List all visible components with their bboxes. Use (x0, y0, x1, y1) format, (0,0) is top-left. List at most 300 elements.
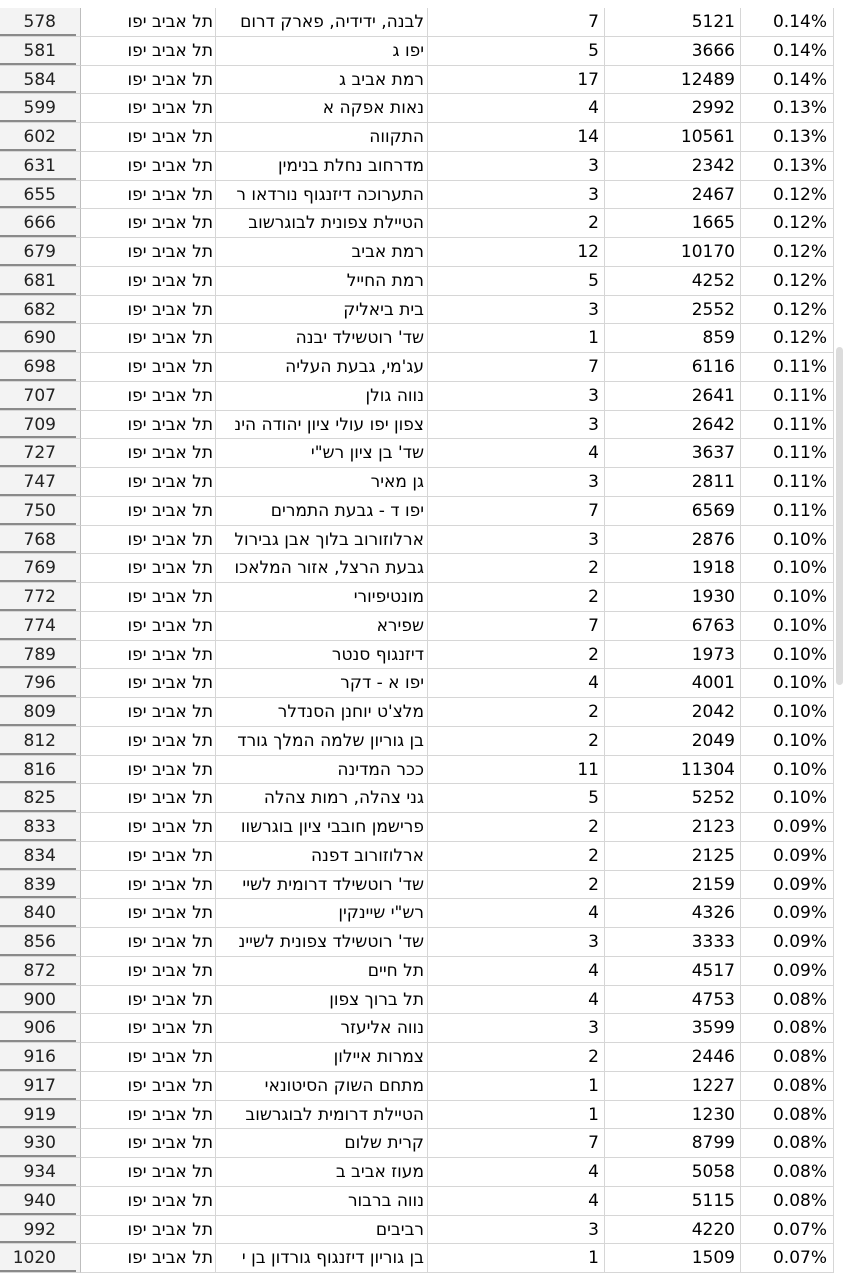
count-cell[interactable]: 17 (428, 66, 605, 95)
total-cell[interactable]: 10170 (605, 238, 741, 267)
percent-cell[interactable]: 0.11% (741, 439, 834, 468)
table-row[interactable] (0, 94, 843, 123)
table-row[interactable] (0, 1072, 843, 1101)
total-cell[interactable]: 4326 (605, 899, 741, 928)
count-cell[interactable]: 2 (428, 1043, 605, 1072)
percent-cell[interactable]: 0.09% (741, 928, 834, 957)
city-cell[interactable]: תל אביב יפו (81, 8, 216, 37)
percent-cell[interactable]: 0.08% (741, 1072, 834, 1101)
count-cell[interactable]: 7 (428, 8, 605, 37)
total-cell[interactable]: 2641 (605, 382, 741, 411)
table-row[interactable] (0, 1244, 843, 1273)
percent-cell[interactable]: 0.14% (741, 8, 834, 37)
percent-cell[interactable]: 0.09% (741, 899, 834, 928)
count-cell[interactable]: 2 (428, 583, 605, 612)
percent-cell[interactable]: 0.10% (741, 583, 834, 612)
neighborhood-cell[interactable]: שד' בן ציון רש"י (216, 439, 428, 468)
percent-cell[interactable]: 0.10% (741, 526, 834, 555)
table-row[interactable] (0, 899, 843, 928)
neighborhood-cell[interactable]: רש"י שיינקין (216, 899, 428, 928)
neighborhood-cell[interactable]: מלצ'ט יוחנן הסנדלר (216, 698, 428, 727)
count-cell[interactable]: 2 (428, 554, 605, 583)
total-cell[interactable]: 2159 (605, 871, 741, 900)
table-row[interactable] (0, 1158, 843, 1187)
total-cell[interactable]: 6569 (605, 497, 741, 526)
neighborhood-cell[interactable]: שפירא (216, 612, 428, 641)
city-cell[interactable]: תל אביב יפו (81, 411, 216, 440)
total-cell[interactable]: 5252 (605, 784, 741, 813)
city-cell[interactable]: תל אביב יפו (81, 928, 216, 957)
percent-cell[interactable]: 0.11% (741, 382, 834, 411)
table-row[interactable] (0, 382, 843, 411)
neighborhood-cell[interactable]: רביבים (216, 1216, 428, 1245)
count-cell[interactable]: 2 (428, 641, 605, 670)
total-cell[interactable]: 2642 (605, 411, 741, 440)
table-row[interactable] (0, 612, 843, 641)
total-cell[interactable]: 3637 (605, 439, 741, 468)
vertical-scrollbar[interactable] (836, 347, 843, 685)
city-cell[interactable]: תל אביב יפו (81, 267, 216, 296)
table-row[interactable] (0, 526, 843, 555)
count-cell[interactable]: 2 (428, 871, 605, 900)
table-row[interactable] (0, 871, 843, 900)
neighborhood-cell[interactable]: ארלוזורוב דפנה (216, 842, 428, 871)
row-number-cell[interactable]: 750 (0, 497, 81, 526)
count-cell[interactable]: 3 (428, 1216, 605, 1245)
city-cell[interactable]: תל אביב יפו (81, 497, 216, 526)
city-cell[interactable]: תל אביב יפו (81, 66, 216, 95)
total-cell[interactable]: 1973 (605, 641, 741, 670)
percent-cell[interactable]: 0.14% (741, 37, 834, 66)
row-number-cell[interactable]: 789 (0, 641, 81, 670)
count-cell[interactable]: 12 (428, 238, 605, 267)
percent-cell[interactable]: 0.10% (741, 756, 834, 785)
neighborhood-cell[interactable]: התקווה (216, 123, 428, 152)
row-number-cell[interactable]: 930 (0, 1129, 81, 1158)
row-number-cell[interactable]: 796 (0, 669, 81, 698)
percent-cell[interactable]: 0.10% (741, 727, 834, 756)
percent-cell[interactable]: 0.12% (741, 181, 834, 210)
table-row[interactable] (0, 727, 843, 756)
table-row[interactable] (0, 296, 843, 325)
count-cell[interactable]: 4 (428, 94, 605, 123)
row-number-cell[interactable]: 690 (0, 324, 81, 353)
table-row[interactable] (0, 813, 843, 842)
city-cell[interactable]: תל אביב יפו (81, 583, 216, 612)
row-number-cell[interactable]: 681 (0, 267, 81, 296)
row-number-cell[interactable]: 707 (0, 382, 81, 411)
count-cell[interactable]: 4 (428, 1158, 605, 1187)
neighborhood-cell[interactable]: ככר המדינה (216, 756, 428, 785)
count-cell[interactable]: 5 (428, 784, 605, 813)
city-cell[interactable]: תל אביב יפו (81, 669, 216, 698)
neighborhood-cell[interactable]: רמת החייל (216, 267, 428, 296)
city-cell[interactable]: תל אביב יפו (81, 181, 216, 210)
row-number-cell[interactable]: 834 (0, 842, 81, 871)
neighborhood-cell[interactable]: גן מאיר (216, 468, 428, 497)
total-cell[interactable]: 4753 (605, 986, 741, 1015)
table-row[interactable] (0, 152, 843, 181)
count-cell[interactable]: 5 (428, 37, 605, 66)
percent-cell[interactable]: 0.10% (741, 784, 834, 813)
count-cell[interactable]: 2 (428, 727, 605, 756)
row-number-cell[interactable]: 917 (0, 1072, 81, 1101)
city-cell[interactable]: תל אביב יפו (81, 899, 216, 928)
table-row[interactable] (0, 411, 843, 440)
city-cell[interactable]: תל אביב יפו (81, 1043, 216, 1072)
total-cell[interactable]: 859 (605, 324, 741, 353)
percent-cell[interactable]: 0.11% (741, 353, 834, 382)
count-cell[interactable]: 4 (428, 899, 605, 928)
row-number-cell[interactable]: 655 (0, 181, 81, 210)
count-cell[interactable]: 4 (428, 986, 605, 1015)
city-cell[interactable]: תל אביב יפו (81, 986, 216, 1015)
city-cell[interactable]: תל אביב יפו (81, 1072, 216, 1101)
city-cell[interactable]: תל אביב יפו (81, 957, 216, 986)
row-number-cell[interactable]: 581 (0, 37, 81, 66)
count-cell[interactable]: 11 (428, 756, 605, 785)
percent-cell[interactable]: 0.12% (741, 267, 834, 296)
percent-cell[interactable]: 0.09% (741, 842, 834, 871)
percent-cell[interactable]: 0.08% (741, 1014, 834, 1043)
row-number-cell[interactable]: 578 (0, 8, 81, 37)
percent-cell[interactable]: 0.10% (741, 612, 834, 641)
percent-cell[interactable]: 0.11% (741, 411, 834, 440)
table-row[interactable] (0, 1216, 843, 1245)
city-cell[interactable]: תל אביב יפו (81, 152, 216, 181)
total-cell[interactable]: 2123 (605, 813, 741, 842)
neighborhood-cell[interactable]: גני צהלה, רמות צהלה (216, 784, 428, 813)
neighborhood-cell[interactable]: הטיילת דרומית לבוגרשוב (216, 1101, 428, 1130)
total-cell[interactable]: 4252 (605, 267, 741, 296)
percent-cell[interactable]: 0.08% (741, 1043, 834, 1072)
row-number-cell[interactable]: 679 (0, 238, 81, 267)
percent-cell[interactable]: 0.12% (741, 296, 834, 325)
count-cell[interactable]: 4 (428, 669, 605, 698)
count-cell[interactable]: 3 (428, 296, 605, 325)
count-cell[interactable]: 3 (428, 1014, 605, 1043)
total-cell[interactable]: 2446 (605, 1043, 741, 1072)
total-cell[interactable]: 2125 (605, 842, 741, 871)
row-number-cell[interactable]: 599 (0, 94, 81, 123)
total-cell[interactable]: 2992 (605, 94, 741, 123)
neighborhood-cell[interactable]: עג'מי, גבעת העליה (216, 353, 428, 382)
table-row[interactable] (0, 267, 843, 296)
total-cell[interactable]: 6763 (605, 612, 741, 641)
row-number-cell[interactable]: 825 (0, 784, 81, 813)
city-cell[interactable]: תל אביב יפו (81, 439, 216, 468)
city-cell[interactable]: תל אביב יפו (81, 123, 216, 152)
count-cell[interactable]: 7 (428, 497, 605, 526)
table-row[interactable] (0, 641, 843, 670)
table-row[interactable] (0, 957, 843, 986)
neighborhood-cell[interactable]: תל חיים (216, 957, 428, 986)
row-number-cell[interactable]: 940 (0, 1187, 81, 1216)
table-row[interactable] (0, 554, 843, 583)
neighborhood-cell[interactable]: מונטיפיורי (216, 583, 428, 612)
count-cell[interactable]: 2 (428, 698, 605, 727)
table-row[interactable] (0, 1043, 843, 1072)
percent-cell[interactable]: 0.14% (741, 66, 834, 95)
table-row[interactable] (0, 1129, 843, 1158)
percent-cell[interactable]: 0.11% (741, 497, 834, 526)
table-row[interactable] (0, 66, 843, 95)
total-cell[interactable]: 11304 (605, 756, 741, 785)
neighborhood-cell[interactable]: נווה גולן (216, 382, 428, 411)
city-cell[interactable]: תל אביב יפו (81, 238, 216, 267)
count-cell[interactable]: 3 (428, 928, 605, 957)
neighborhood-cell[interactable]: בן גוריון דיזנגוף גורדון בן י (216, 1244, 428, 1273)
row-number-cell[interactable]: 856 (0, 928, 81, 957)
table-row[interactable] (0, 497, 843, 526)
row-number-cell[interactable]: 666 (0, 209, 81, 238)
count-cell[interactable]: 3 (428, 468, 605, 497)
city-cell[interactable]: תל אביב יפו (81, 727, 216, 756)
neighborhood-cell[interactable]: מתחם השוק הסיטונאי (216, 1072, 428, 1101)
neighborhood-cell[interactable]: נאות אפקה א (216, 94, 428, 123)
row-number-cell[interactable]: 747 (0, 468, 81, 497)
table-row[interactable] (0, 698, 843, 727)
percent-cell[interactable]: 0.10% (741, 554, 834, 583)
neighborhood-cell[interactable]: בן גוריון שלמה המלך גורד (216, 727, 428, 756)
total-cell[interactable]: 1665 (605, 209, 741, 238)
row-number-cell[interactable]: 992 (0, 1216, 81, 1245)
table-row[interactable] (0, 842, 843, 871)
row-number-cell[interactable]: 872 (0, 957, 81, 986)
city-cell[interactable]: תל אביב יפו (81, 842, 216, 871)
row-number-cell[interactable]: 631 (0, 152, 81, 181)
row-number-cell[interactable]: 809 (0, 698, 81, 727)
neighborhood-cell[interactable]: צפון יפו עולי ציון יהודה הינ (216, 411, 428, 440)
row-number-cell[interactable]: 772 (0, 583, 81, 612)
row-number-cell[interactable]: 816 (0, 756, 81, 785)
neighborhood-cell[interactable]: יפו ד - גבעת התמרים (216, 497, 428, 526)
row-number-cell[interactable]: 812 (0, 727, 81, 756)
neighborhood-cell[interactable]: לבנה, ידידיה, פארק דרום (216, 8, 428, 37)
city-cell[interactable]: תל אביב יפו (81, 698, 216, 727)
count-cell[interactable]: 5 (428, 267, 605, 296)
neighborhood-cell[interactable]: מעוז אביב ב (216, 1158, 428, 1187)
neighborhood-cell[interactable]: נווה ברבור (216, 1187, 428, 1216)
total-cell[interactable]: 5115 (605, 1187, 741, 1216)
row-number-cell[interactable]: 906 (0, 1014, 81, 1043)
count-cell[interactable]: 7 (428, 612, 605, 641)
percent-cell[interactable]: 0.08% (741, 986, 834, 1015)
row-number-cell[interactable]: 602 (0, 123, 81, 152)
table-row[interactable] (0, 181, 843, 210)
percent-cell[interactable]: 0.12% (741, 324, 834, 353)
table-row[interactable] (0, 123, 843, 152)
table-row[interactable] (0, 1014, 843, 1043)
total-cell[interactable]: 1930 (605, 583, 741, 612)
table-row[interactable] (0, 8, 843, 37)
row-number-cell[interactable]: 1020 (0, 1244, 81, 1273)
total-cell[interactable]: 5121 (605, 8, 741, 37)
count-cell[interactable]: 2 (428, 842, 605, 871)
city-cell[interactable]: תל אביב יפו (81, 756, 216, 785)
row-number-cell[interactable]: 584 (0, 66, 81, 95)
total-cell[interactable]: 1509 (605, 1244, 741, 1273)
city-cell[interactable]: תל אביב יפו (81, 813, 216, 842)
neighborhood-cell[interactable]: רמת אביב (216, 238, 428, 267)
total-cell[interactable]: 5058 (605, 1158, 741, 1187)
city-cell[interactable]: תל אביב יפו (81, 612, 216, 641)
row-number-cell[interactable]: 769 (0, 554, 81, 583)
total-cell[interactable]: 2467 (605, 181, 741, 210)
neighborhood-cell[interactable]: בית ביאליק (216, 296, 428, 325)
city-cell[interactable]: תל אביב יפו (81, 1187, 216, 1216)
total-cell[interactable]: 2552 (605, 296, 741, 325)
row-number-cell[interactable]: 919 (0, 1101, 81, 1130)
count-cell[interactable]: 1 (428, 1101, 605, 1130)
neighborhood-cell[interactable]: פרישמן חובבי ציון בוגרשוו (216, 813, 428, 842)
neighborhood-cell[interactable]: קרית שלום (216, 1129, 428, 1158)
total-cell[interactable]: 2811 (605, 468, 741, 497)
row-number-cell[interactable]: 698 (0, 353, 81, 382)
count-cell[interactable]: 4 (428, 1187, 605, 1216)
row-number-cell[interactable]: 727 (0, 439, 81, 468)
percent-cell[interactable]: 0.13% (741, 152, 834, 181)
total-cell[interactable]: 4001 (605, 669, 741, 698)
city-cell[interactable]: תל אביב יפו (81, 324, 216, 353)
percent-cell[interactable]: 0.09% (741, 871, 834, 900)
table-row[interactable] (0, 238, 843, 267)
table-row[interactable] (0, 784, 843, 813)
city-cell[interactable]: תל אביב יפו (81, 209, 216, 238)
city-cell[interactable]: תל אביב יפו (81, 641, 216, 670)
table-row[interactable] (0, 324, 843, 353)
city-cell[interactable]: תל אביב יפו (81, 94, 216, 123)
percent-cell[interactable]: 0.10% (741, 698, 834, 727)
percent-cell[interactable]: 0.07% (741, 1244, 834, 1273)
total-cell[interactable]: 1227 (605, 1072, 741, 1101)
count-cell[interactable]: 1 (428, 1072, 605, 1101)
table-row[interactable] (0, 353, 843, 382)
table-row[interactable] (0, 669, 843, 698)
city-cell[interactable]: תל אביב יפו (81, 1014, 216, 1043)
row-number-cell[interactable]: 774 (0, 612, 81, 641)
total-cell[interactable]: 1918 (605, 554, 741, 583)
count-cell[interactable]: 2 (428, 813, 605, 842)
neighborhood-cell[interactable]: יפו א - דקר (216, 669, 428, 698)
percent-cell[interactable]: 0.11% (741, 468, 834, 497)
city-cell[interactable]: תל אביב יפו (81, 353, 216, 382)
row-number-cell[interactable]: 768 (0, 526, 81, 555)
total-cell[interactable]: 2342 (605, 152, 741, 181)
total-cell[interactable]: 2049 (605, 727, 741, 756)
count-cell[interactable]: 7 (428, 1129, 605, 1158)
table-row[interactable] (0, 1187, 843, 1216)
percent-cell[interactable]: 0.08% (741, 1187, 834, 1216)
table-row[interactable] (0, 986, 843, 1015)
percent-cell[interactable]: 0.12% (741, 238, 834, 267)
table-row[interactable] (0, 1101, 843, 1130)
percent-cell[interactable]: 0.12% (741, 209, 834, 238)
city-cell[interactable]: תל אביב יפו (81, 1244, 216, 1273)
neighborhood-cell[interactable]: מדרחוב נחלת בנימין (216, 152, 428, 181)
neighborhood-cell[interactable]: יפו ג (216, 37, 428, 66)
row-number-cell[interactable]: 839 (0, 871, 81, 900)
city-cell[interactable]: תל אביב יפו (81, 468, 216, 497)
percent-cell[interactable]: 0.08% (741, 1101, 834, 1130)
city-cell[interactable]: תל אביב יפו (81, 296, 216, 325)
table-row[interactable] (0, 209, 843, 238)
percent-cell[interactable]: 0.09% (741, 957, 834, 986)
count-cell[interactable]: 14 (428, 123, 605, 152)
neighborhood-cell[interactable]: נווה אליעזר (216, 1014, 428, 1043)
neighborhood-cell[interactable]: תל ברוך צפון (216, 986, 428, 1015)
row-number-cell[interactable]: 900 (0, 986, 81, 1015)
neighborhood-cell[interactable]: רמת אביב ג (216, 66, 428, 95)
percent-cell[interactable]: 0.09% (741, 813, 834, 842)
neighborhood-cell[interactable]: ארלוזורוב בלוך אבן גבירול (216, 526, 428, 555)
row-number-cell[interactable]: 682 (0, 296, 81, 325)
table-row[interactable] (0, 468, 843, 497)
count-cell[interactable]: 7 (428, 353, 605, 382)
table-row[interactable] (0, 439, 843, 468)
table-row[interactable] (0, 583, 843, 612)
total-cell[interactable]: 12489 (605, 66, 741, 95)
city-cell[interactable]: תל אביב יפו (81, 1129, 216, 1158)
total-cell[interactable]: 2042 (605, 698, 741, 727)
percent-cell[interactable]: 0.08% (741, 1129, 834, 1158)
count-cell[interactable]: 1 (428, 1244, 605, 1273)
row-number-cell[interactable]: 934 (0, 1158, 81, 1187)
row-number-cell[interactable]: 833 (0, 813, 81, 842)
total-cell[interactable]: 3599 (605, 1014, 741, 1043)
city-cell[interactable]: תל אביב יפו (81, 554, 216, 583)
city-cell[interactable]: תל אביב יפו (81, 526, 216, 555)
count-cell[interactable]: 4 (428, 439, 605, 468)
city-cell[interactable]: תל אביב יפו (81, 382, 216, 411)
percent-cell[interactable]: 0.13% (741, 94, 834, 123)
count-cell[interactable]: 2 (428, 209, 605, 238)
count-cell[interactable]: 3 (428, 181, 605, 210)
percent-cell[interactable]: 0.07% (741, 1216, 834, 1245)
neighborhood-cell[interactable]: שד' רוטשילד צפונית לשיינ (216, 928, 428, 957)
row-number-cell[interactable]: 916 (0, 1043, 81, 1072)
neighborhood-cell[interactable]: גבעת הרצל, אזור המלאכו (216, 554, 428, 583)
total-cell[interactable]: 4517 (605, 957, 741, 986)
count-cell[interactable]: 1 (428, 324, 605, 353)
count-cell[interactable]: 3 (428, 382, 605, 411)
percent-cell[interactable]: 0.13% (741, 123, 834, 152)
city-cell[interactable]: תל אביב יפו (81, 1216, 216, 1245)
count-cell[interactable]: 4 (428, 957, 605, 986)
neighborhood-cell[interactable]: דיזנגוף סנטר (216, 641, 428, 670)
city-cell[interactable]: תל אביב יפו (81, 1158, 216, 1187)
total-cell[interactable]: 4220 (605, 1216, 741, 1245)
neighborhood-cell[interactable]: שד' רוטשילד יבנה (216, 324, 428, 353)
table-row[interactable] (0, 756, 843, 785)
neighborhood-cell[interactable]: צמרות איילון (216, 1043, 428, 1072)
neighborhood-cell[interactable]: שד' רוטשילד דרומית לשיי (216, 871, 428, 900)
percent-cell[interactable]: 0.08% (741, 1158, 834, 1187)
percent-cell[interactable]: 0.10% (741, 641, 834, 670)
city-cell[interactable]: תל אביב יפו (81, 37, 216, 66)
total-cell[interactable]: 3666 (605, 37, 741, 66)
city-cell[interactable]: תל אביב יפו (81, 784, 216, 813)
table-row[interactable] (0, 928, 843, 957)
total-cell[interactable]: 2876 (605, 526, 741, 555)
total-cell[interactable]: 1230 (605, 1101, 741, 1130)
count-cell[interactable]: 3 (428, 152, 605, 181)
count-cell[interactable]: 3 (428, 411, 605, 440)
total-cell[interactable]: 10561 (605, 123, 741, 152)
city-cell[interactable]: תל אביב יפו (81, 871, 216, 900)
city-cell[interactable]: תל אביב יפו (81, 1101, 216, 1130)
row-number-cell[interactable]: 840 (0, 899, 81, 928)
